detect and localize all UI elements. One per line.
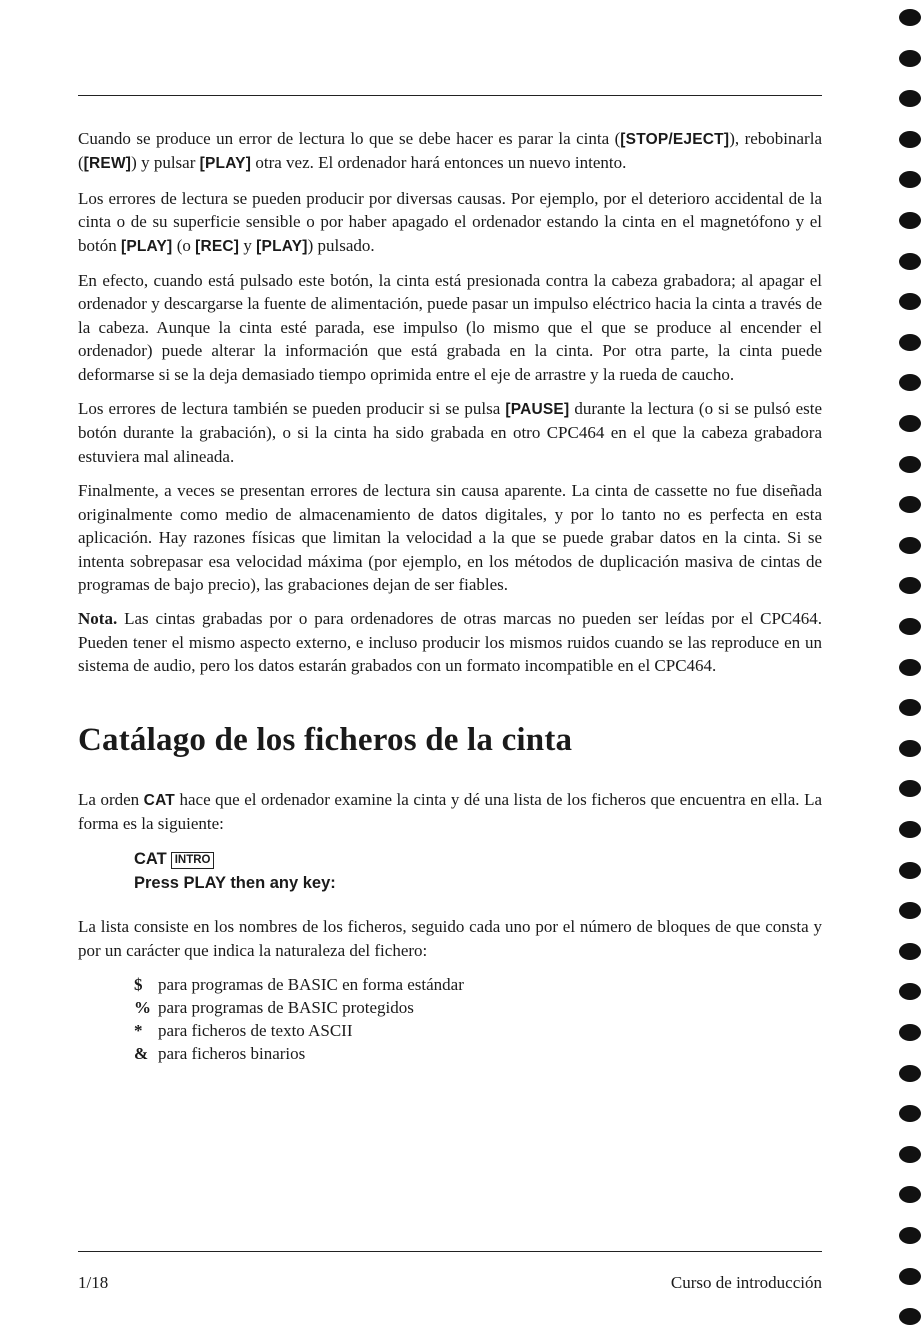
binding-hole <box>899 1105 921 1122</box>
binding-hole <box>899 9 921 26</box>
file-type-list <box>134 973 822 1065</box>
page-footer <box>78 1273 822 1293</box>
list-item: * para ficheros de texto ASCII <box>134 1021 353 1041</box>
binding-hole <box>899 1186 921 1203</box>
key-play: [PLAY] <box>256 237 308 255</box>
page-body <box>78 127 822 1065</box>
binding-hole <box>899 212 921 229</box>
page-number: 1/18 <box>78 1273 109 1292</box>
paragraph-error-causes: Los errores de lectura se pueden producir por diversas causas. Por ejemplo, por el deterioro accidental de la cinta o de su superficie sensible o por haber apagado el ordenador estando la cinta en el magnetófono y el botón [PLAY] (o [REC] y [PLAY]) pulsado. <box>78 188 822 255</box>
binding-hole <box>899 902 921 919</box>
binding-hole <box>899 1146 921 1163</box>
paragraph-list: La lista consiste en los nombres de los ficheros, seguido cada uno por el número de bloques de que consta y por un carácter que indica la naturaleza del fichero: <box>78 917 822 960</box>
binding-hole <box>899 415 921 432</box>
code-line-prompt: Press PLAY then any key: <box>134 873 336 892</box>
intro-key: INTRO <box>171 852 215 869</box>
code-line-command <box>134 848 822 872</box>
binding-hole <box>899 131 921 148</box>
binding-holes <box>898 0 924 1334</box>
binding-hole <box>899 821 921 838</box>
binding-hole <box>899 1024 921 1041</box>
type-symbol: * <box>134 1021 143 1041</box>
header-rule <box>78 95 822 96</box>
footer-rule <box>78 1251 822 1252</box>
binding-hole <box>899 618 921 635</box>
binding-hole <box>899 1227 921 1244</box>
binding-hole <box>899 740 921 757</box>
binding-hole <box>899 780 921 797</box>
paragraph-pause: Los errores de lectura también se pueden producir si se pulsa [PAUSE] durante la lectura (o si se pulsó este botón durante la grabación), o si la cinta ha sido grabada en otro CPC464 en el que la cabeza grabadora estuviera mal alineada. <box>78 399 822 466</box>
key-rew: [REW] <box>83 155 132 173</box>
binding-hole <box>899 1268 921 1285</box>
paragraph-note: Nota. Las cintas grabadas por o para ordenadores de otras marcas no pueden ser leídas por el CPC464. Pueden tener el mismo aspecto externo, e incluso producir los mismos ruidos cuando se las reproduce en un sistema de audio, pero los datos estarán grabados con un formato incompatible en el CPC464. <box>78 609 822 676</box>
paragraph-read-error: Cuando se produce un error de lectura lo que se debe hacer es parar la cinta ([STOP/EJECT]), rebobinarla ([REW]) y pulsar [PLAY] otra vez. El ordenador hará entonces un nuevo intento. <box>78 129 822 173</box>
binding-hole <box>899 456 921 473</box>
binding-hole <box>899 659 921 676</box>
key-stop-eject: [STOP/EJECT] <box>620 131 730 148</box>
binding-hole <box>899 90 921 107</box>
code-example <box>134 848 822 895</box>
binding-hole <box>899 50 921 67</box>
binding-hole <box>899 496 921 513</box>
binding-hole <box>899 943 921 960</box>
binding-hole <box>899 374 921 391</box>
key-play: [PLAY] <box>199 155 252 173</box>
binding-hole <box>899 983 921 1000</box>
binding-hole <box>899 1065 921 1082</box>
key-pause: [PAUSE] <box>505 401 570 419</box>
type-symbol: $ <box>134 975 143 995</box>
binding-hole <box>899 253 921 270</box>
list-item: & para ficheros binarios <box>134 1044 306 1064</box>
binding-hole <box>899 334 921 351</box>
binding-hole <box>899 577 921 594</box>
code-command: CAT <box>134 850 167 869</box>
key-play: [PLAY] <box>120 237 173 255</box>
note-label: Nota. <box>78 609 118 629</box>
paragraph-cat: La orden CAT hace que el ordenador examine la cinta y dé una lista de los ficheros que encuentra en ella. La forma es la siguiente: <box>78 789 822 833</box>
binding-hole <box>899 862 921 879</box>
section-title: Catálago de los ficheros de la cinta <box>78 721 573 758</box>
paragraph-power-off: En efecto, cuando está pulsado este botón, la cinta está presionada contra la cabeza grabadora; al apagar el ordenador y descargarse la fuente de alimentación, puede pasar un impulso eléctrico hacia la cinta a través de la cabeza. Aunque la cinta esté parada, ese impulso (lo mismo que el que se produce al encender el ordenador) puede alterar la información que está grabada en la cinta. Por otra parte, la cinta puede deformarse si se la deja demasiado tiempo oprimida entre el eje de arrastre y la rueda de caucho. <box>78 271 822 384</box>
list-item: % para programas de BASIC protegidos <box>134 998 414 1018</box>
binding-hole <box>899 699 921 716</box>
binding-hole <box>899 1308 921 1325</box>
footer-title: Curso de introducción <box>670 1273 822 1292</box>
paragraph-finally: Finalmente, a veces se presentan errores de lectura sin causa aparente. La cinta de cassette no fue diseñada originalmente como medio de almacenamiento de datos digitales, y por lo tanto no es perfecta en esta aplicación. Hay razones físicas que limitan la velocidad a la que se puede grabar datos en la cinta. Si se intenta sobrepasar esa velocidad máxima (por ejemplo, en los métodos de duplicación masiva de cintas de programas de bajo precio), las grabaciones dejan de ser fiables. <box>78 481 822 594</box>
list-item: $ para programas de BASIC en forma estándar <box>134 975 464 995</box>
type-symbol: % <box>134 998 151 1018</box>
binding-hole <box>899 293 921 310</box>
binding-hole <box>899 171 921 188</box>
cat-command: CAT <box>143 791 175 809</box>
key-rec: [REC] <box>195 237 240 255</box>
type-symbol: & <box>134 1044 149 1064</box>
binding-hole <box>899 537 921 554</box>
